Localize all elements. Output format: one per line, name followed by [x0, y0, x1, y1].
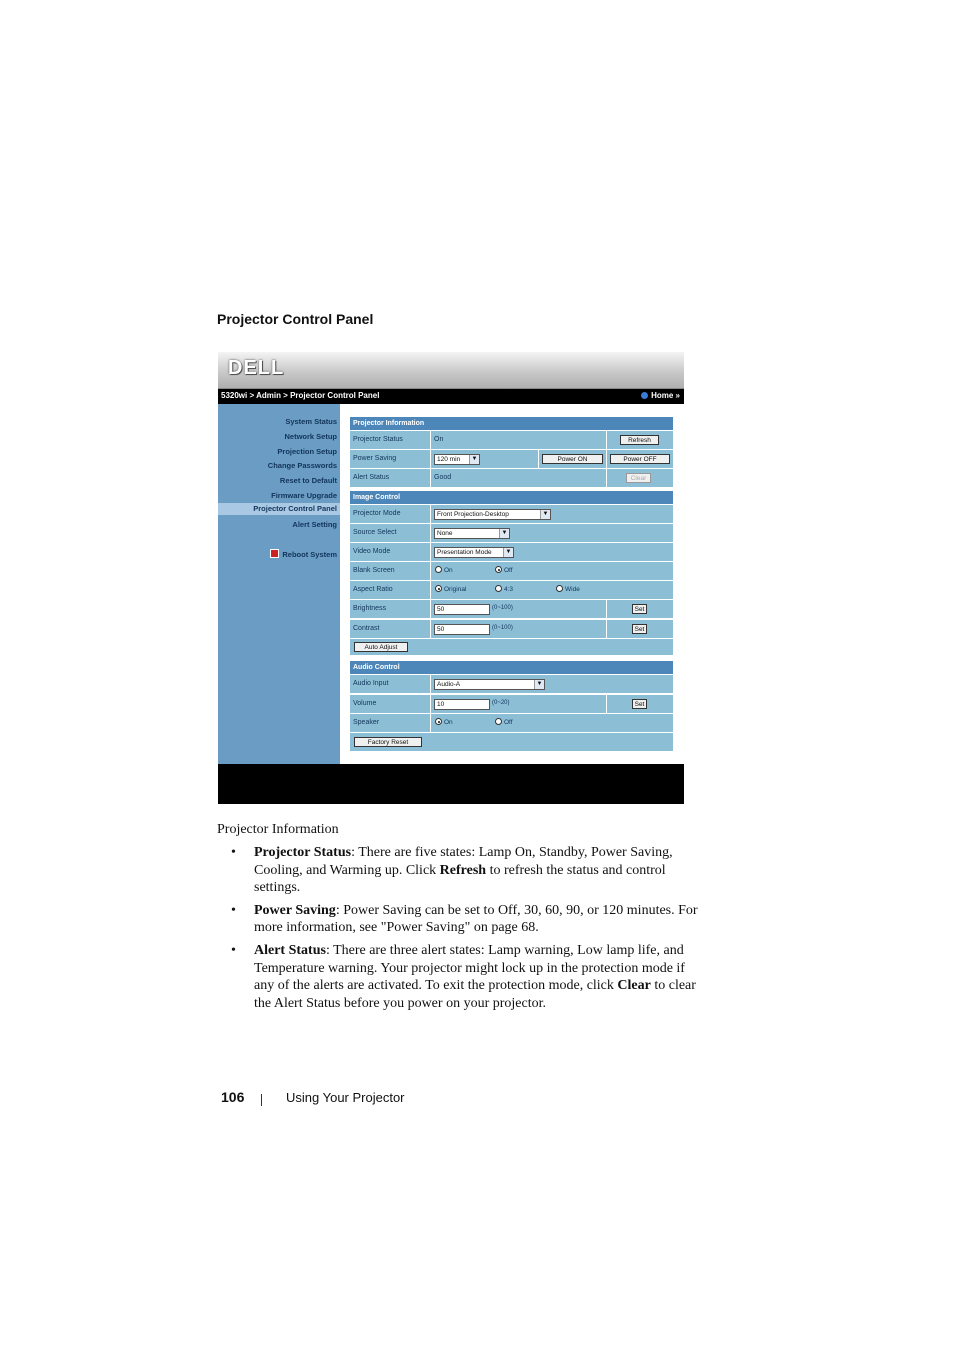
source-select-row — [350, 524, 673, 542]
projector-information-header: Projector Information — [350, 417, 673, 430]
page-number: 106 — [221, 1089, 245, 1105]
chevron-down-icon: ▼ — [540, 510, 550, 519]
breadcrumb-bar — [218, 389, 684, 404]
aspect-original-radio[interactable]: Original — [435, 585, 466, 593]
subheading: Projector Information — [217, 822, 339, 837]
volume-set-button[interactable]: Set — [632, 699, 647, 709]
speaker-off-radio[interactable]: Off — [495, 718, 513, 726]
speaker-on-radio[interactable]: On — [435, 718, 453, 726]
contrast-input[interactable]: 50 — [434, 624, 490, 635]
source-select-dropdown[interactable]: None ▼ — [434, 528, 510, 539]
sidebar-item-label: Reboot System — [282, 550, 337, 559]
home-link[interactable] — [641, 391, 680, 400]
projector-mode-label: Projector Mode — [353, 510, 401, 517]
chevron-down-icon: ▼ — [503, 548, 513, 557]
contrast-label: Contrast — [353, 625, 380, 632]
factory-reset-row — [350, 733, 673, 751]
control-panel-content — [340, 404, 684, 764]
footer-title: Using Your Projector — [286, 1090, 405, 1105]
list-item: • Alert Status: There are three alert states: Lamp warning, Low lamp life, and Temperature warning. Your projector might lock up in the protection mode if any of the alerts are activated. To exit the protection mode, click Clear to clear the Alert Status before you power on your projector. — [231, 942, 707, 1012]
video-mode-row — [350, 543, 673, 561]
video-mode-label: Video Mode — [353, 548, 391, 555]
sidebar-item-projection-setup[interactable]: Projection Setup — [277, 447, 337, 456]
brightness-range: (0~100) — [492, 605, 513, 611]
sidebar-item-alert-setting[interactable]: Alert Setting — [292, 520, 337, 529]
sidebar-item-system-status[interactable]: System Status — [285, 417, 337, 426]
chevron-down-icon: ▼ — [534, 680, 544, 689]
speaker-label: Speaker — [353, 719, 380, 726]
section-heading: Projector Control Panel — [217, 311, 374, 327]
power-saving-label: Power Saving — [353, 455, 397, 462]
brightness-set-button[interactable]: Set — [632, 604, 647, 614]
footer-divider — [261, 1094, 262, 1106]
volume-row — [350, 695, 673, 713]
brightness-input[interactable]: 50 — [434, 604, 490, 615]
aspect-ratio-row — [350, 581, 673, 599]
brightness-row — [350, 600, 673, 618]
bullet-list — [231, 844, 707, 1017]
contrast-set-button[interactable]: Set — [632, 624, 647, 634]
sidebar-item-reset-to-default[interactable]: Reset to Default — [279, 476, 337, 485]
web-management-screenshot — [218, 352, 684, 804]
speaker-row — [350, 714, 673, 732]
home-link-label: Home » — [651, 391, 680, 400]
sidebar-item-change-passwords[interactable]: Change Passwords — [267, 461, 337, 470]
dell-logo: DELL — [228, 357, 285, 379]
alert-status-label: Alert Status — [353, 474, 390, 481]
sidebar-item-network-setup[interactable]: Network Setup — [284, 432, 337, 441]
aspect-wide-radio[interactable]: Wide — [556, 585, 580, 593]
blank-screen-on-radio[interactable]: On — [435, 566, 453, 574]
projector-status-label: Projector Status — [353, 436, 403, 443]
sidebar-item-projector-control-panel[interactable]: Projector Control Panel — [218, 503, 340, 515]
audio-input-row — [350, 675, 673, 693]
aspect-4-3-radio[interactable]: 4:3 — [495, 585, 513, 593]
aspect-ratio-label: Aspect Ratio — [353, 586, 393, 593]
projector-status-value: On — [434, 436, 444, 443]
sidebar-item-reboot-system[interactable] — [270, 549, 337, 559]
chevron-down-icon: ▼ — [499, 529, 509, 538]
volume-input[interactable]: 10 — [434, 699, 490, 710]
chevron-down-icon: ▼ — [469, 455, 479, 464]
source-select-label: Source Select — [353, 529, 397, 536]
factory-reset-button[interactable]: Factory Reset — [354, 737, 422, 747]
footer-bar — [218, 764, 684, 804]
power-on-button[interactable]: Power ON — [542, 454, 603, 464]
blank-screen-row — [350, 562, 673, 580]
contrast-range: (0~100) — [492, 625, 513, 631]
projector-mode-row — [350, 505, 673, 523]
home-icon — [641, 392, 648, 399]
brightness-label: Brightness — [353, 605, 387, 612]
alert-status-value: Good — [434, 474, 452, 481]
contrast-row — [350, 620, 673, 638]
video-mode-select[interactable]: Presentation Mode ▼ — [434, 547, 514, 558]
list-item: • Projector Status: There are five states: Lamp On, Standby, Power Saving, Cooling, and Warming up. Click Refresh to refresh the status and control settings. — [231, 844, 707, 897]
alert-status-row — [350, 469, 673, 487]
blank-screen-label: Blank Screen — [353, 567, 395, 574]
breadcrumb: 5320wi > Admin > Projector Control Panel — [221, 391, 380, 400]
audio-control-header: Audio Control — [350, 661, 673, 674]
auto-adjust-row — [350, 639, 673, 655]
projector-mode-select[interactable]: Front Projection-Desktop ▼ — [434, 509, 551, 520]
power-saving-select[interactable]: 120 min ▼ — [434, 454, 480, 465]
power-saving-row — [350, 450, 673, 468]
audio-input-label: Audio Input — [353, 680, 389, 687]
blank-screen-off-radio[interactable]: Off — [495, 566, 513, 574]
sidebar — [218, 404, 340, 764]
projector-status-row — [350, 431, 673, 449]
list-item: • Power Saving: Power Saving can be set to Off, 30, 60, 90, or 120 minutes. For more information, see "Power Saving" on page 68. — [231, 902, 707, 937]
auto-adjust-button[interactable]: Auto Adjust — [354, 642, 408, 652]
power-off-button[interactable]: Power OFF — [610, 454, 670, 464]
volume-label: Volume — [353, 700, 377, 707]
image-control-header: Image Control — [350, 491, 673, 504]
banner — [218, 352, 684, 389]
clear-button[interactable]: Clear — [626, 473, 651, 483]
audio-input-select[interactable]: Audio-A ▼ — [434, 679, 545, 690]
refresh-button[interactable]: Refresh — [620, 435, 659, 445]
reboot-icon — [270, 549, 279, 558]
sidebar-item-firmware-upgrade[interactable]: Firmware Upgrade — [271, 491, 337, 500]
volume-range: (0~20) — [492, 700, 510, 706]
